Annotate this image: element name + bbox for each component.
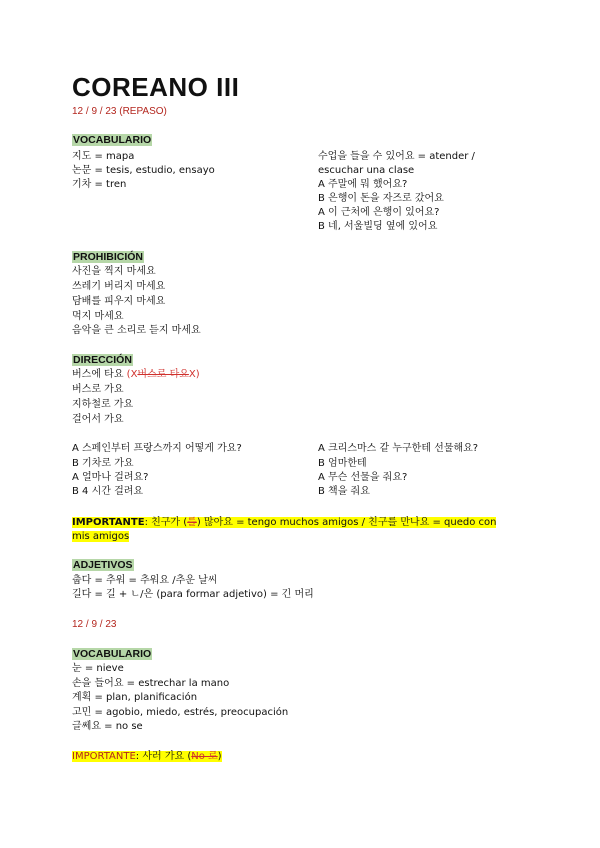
vocabulario-heading: VOCABULARIO [73,134,152,146]
dialog-line: A 무슨 선물을 줘요? [318,472,408,483]
dialog-line: B 책을 줘요 [318,486,370,497]
dialog-line: B 엄마한테 [318,458,367,469]
vocab-item: 논문 = tesis, estudio, ensayo [72,165,215,176]
section-date: 12 / 9 / 23 [72,619,117,630]
struck-correction: 버스로 타요 [137,369,189,380]
adjective-item: 길다 = 길 + ㄴ/은 (para formar adjetivo) = 긴 머리 [72,589,314,600]
dialog-line: A 주말에 뭐 했어요? [318,179,408,190]
dialog-line: A 크리스마스 같 누구한테 선물해요? [318,443,479,454]
vocab-item: 고민 = agobio, miedo, estrés, preocupación [72,707,289,718]
important-text: : 친구가 ( [144,517,188,528]
important-label: IMPORTANTE [72,517,145,528]
prohibition-item: 담배를 피우지 마세요 [72,296,166,307]
direction-item: 지하철로 가요 [72,399,134,410]
prohibicion-heading: PROHIBICIÓN [73,251,144,263]
correction-open: (X [123,369,138,380]
important-text: ) [217,751,222,762]
vocabulario-heading: VOCABULARIO [73,648,152,660]
vocab-item: 눈 = nieve [72,663,124,674]
vocab-item: 기차 = tren [72,179,127,190]
vocab-item: 글쎄요 = no se [72,721,143,732]
document-title: COREANO III [72,72,240,102]
important-text: ) 많아요 = tengo muchos amigos / 친구를 만나요 = quedo con [196,517,497,528]
vocab-item: 손을 들어요 = estrechar la mano [72,678,230,689]
dialog-line: B 4 시간 걸려요 [72,486,144,497]
important-text: mis amigos [72,531,130,542]
vocab-item: 계획 = plan, planificación [72,692,198,703]
dialog-line: B 은행이 돈을 자즈로 갔어요 [318,193,444,204]
prohibition-item: 쓰레기 버리지 마세요 [72,281,166,292]
prohibition-item: 사진을 찍지 마세요 [72,266,156,277]
dialog-line: A 이 근처에 은행이 있어요? [318,207,440,218]
dialog-line: A 얼마나 걸려요? [72,472,149,483]
direction-item: 걸어서 가요 [72,414,124,425]
adjective-item: 춥다 = 추워 = 추워요 /추운 날씨 [72,575,218,586]
vocab-item: escuchar una clase [318,165,415,176]
important-note [72,516,496,530]
direction-item: 버스로 가요 [72,384,124,395]
direccion-heading: DIRECCIÓN [73,354,132,366]
dialog-line: A 스페인부터 프랑스까지 어떻게 가요? [72,443,242,454]
important-text: : 사러 가요 ( [135,751,192,762]
prohibition-item: 먹지 마세요 [72,311,124,322]
struck-correction: No 로 [191,751,218,762]
correction-close: X) [188,369,200,380]
dialog-line: B 네, 서울빌딩 옆에 있어요 [318,221,438,232]
prohibition-item: 음악을 큰 소리로 듣지 마세요 [72,325,201,336]
struck-correction: 를 [187,517,197,528]
adjetivos-heading: ADJETIVOS [73,559,133,571]
important-note-cont [72,530,129,544]
important-note [72,750,222,764]
direction-item [72,368,200,382]
vocab-item: 지도 = mapa [72,151,135,162]
dialog-line: B 기차로 가요 [72,458,134,469]
important-label: IMPORTANTE [72,751,136,762]
section-date: 12 / 9 / 23 (REPASO) [72,106,167,117]
vocab-item: 수업을 들을 수 있어요 = atender / [318,151,475,162]
direction-text: 버스에 타요 [72,369,124,380]
